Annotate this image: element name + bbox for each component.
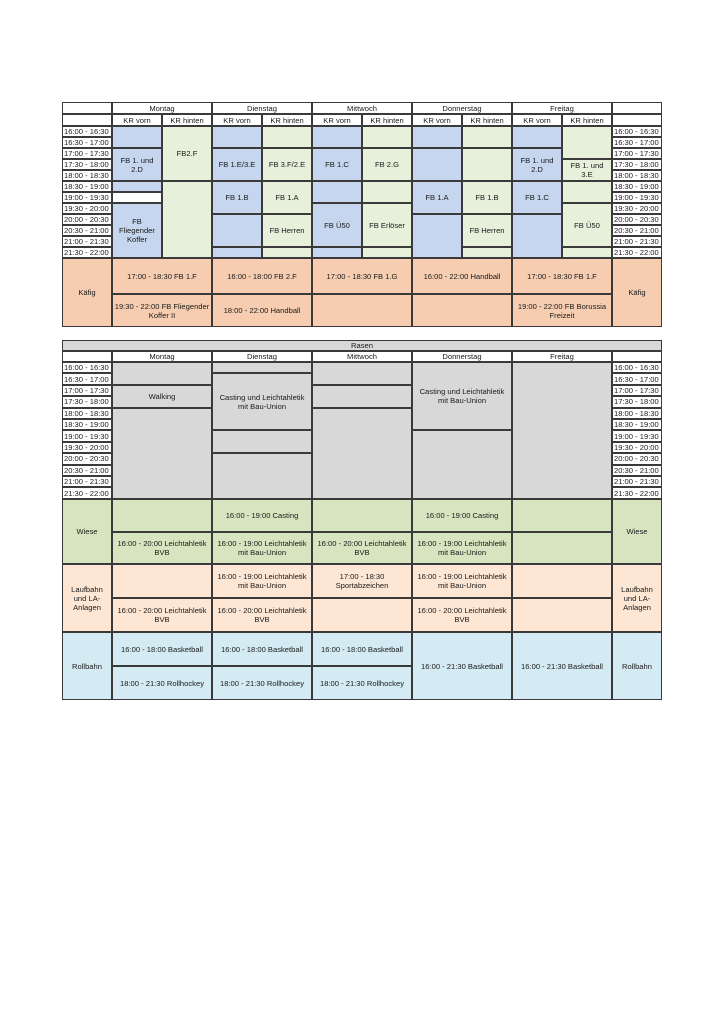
time-label: 18:30 - 19:00 (612, 181, 662, 192)
time-label: 20:00 - 20:30 (612, 453, 662, 464)
slot: FB 1.B (212, 181, 262, 214)
time-label: 18:30 - 19:00 (62, 419, 112, 430)
corner-cell (612, 114, 662, 126)
time-label: 21:30 - 22:00 (612, 487, 662, 498)
time-label: 17:00 - 17:30 (612, 385, 662, 396)
time-label: 19:30 - 20:00 (612, 442, 662, 453)
wiese-label: Wiese (612, 499, 662, 564)
slot: FB 1.A (262, 181, 312, 214)
wiese-label: Wiese (62, 499, 112, 564)
slot-empty (162, 181, 212, 258)
slot: FB Herren (462, 214, 512, 247)
slot-empty (312, 362, 412, 385)
kaefig-slot: 19:00 - 22:00 FB Borussia Freizeit (512, 294, 612, 327)
slot-empty (312, 181, 362, 203)
corner-cell (612, 102, 662, 114)
sub-header-kr-vorn: KR vorn (212, 114, 262, 126)
rollbahn-label: Rollbahn (612, 632, 662, 700)
slot: FB 1.C (312, 148, 362, 181)
time-label: 16:30 - 17:00 (612, 373, 662, 384)
time-label: 18:00 - 18:30 (62, 170, 112, 181)
slot: FB 1. und 3.E (562, 159, 612, 181)
wiese-slot-empty (512, 532, 612, 564)
slot-empty (212, 453, 312, 499)
slot-empty (362, 126, 412, 148)
corner-cell (62, 114, 112, 126)
laufbahn-slot-empty (512, 564, 612, 598)
time-label: 18:00 - 18:30 (612, 170, 662, 181)
slot: FB 1. und 2.D (512, 148, 562, 181)
slot-empty (212, 247, 262, 258)
time-label: 17:00 - 17:30 (612, 148, 662, 159)
corner-cell (62, 351, 112, 362)
slot: FB 1.B (462, 181, 512, 214)
time-label: 19:00 - 19:30 (62, 192, 112, 203)
kaefig-slot: 17:00 - 18:30 FB 1.G (312, 258, 412, 294)
time-label: 21:00 - 21:30 (612, 236, 662, 247)
sub-header-kr-vorn: KR vorn (412, 114, 462, 126)
laufbahn-slot: 17:00 - 18:30 Sportabzeichen (312, 564, 412, 598)
laufbahn-slot: 16:00 - 20:00 Leichtahletik BVB (112, 598, 212, 632)
time-label: 20:00 - 20:30 (62, 214, 112, 225)
rollbahn-slot: 18:00 - 21:30 Rollhockey (112, 666, 212, 700)
slot-empty (462, 148, 512, 181)
slot: FB Herren (262, 214, 312, 247)
day-header: Mittwoch (312, 351, 412, 362)
slot-empty (412, 214, 462, 258)
wiese-slot: 16:00 - 20:00 Leichtahletik BVB (312, 532, 412, 564)
day-header: Donnerstag (412, 351, 512, 362)
laufbahn-label: Laufbahn und LA-Anlagen (612, 564, 662, 632)
time-label: 19:00 - 19:30 (612, 192, 662, 203)
slot: FB 1. und 2.D (112, 148, 162, 181)
sub-header-kr-hinten: KR hinten (162, 114, 212, 126)
time-label: 17:30 - 18:00 (62, 396, 112, 407)
slot-empty (312, 247, 362, 258)
rollbahn-label: Rollbahn (62, 632, 112, 700)
rasen-title: Rasen (62, 340, 662, 351)
slot-empty (212, 430, 312, 453)
slot-empty (562, 126, 612, 159)
time-label: 20:30 - 21:00 (62, 465, 112, 476)
slot-empty (562, 181, 612, 203)
slot-empty (462, 126, 512, 148)
corner-cell (62, 102, 112, 114)
day-header: Montag (112, 351, 212, 362)
day-header: Mittwoch (312, 102, 412, 114)
slot-empty (562, 247, 612, 258)
kaefig-slot: 16:00 - 18:00 FB 2.F (212, 258, 312, 294)
wiese-slot-empty (312, 499, 412, 532)
time-label: 21:30 - 22:00 (62, 487, 112, 498)
slot: FB2.F (162, 126, 212, 181)
time-label: 19:00 - 19:30 (62, 430, 112, 441)
kaefig-slot: 17:00 - 18:30 FB 1.F (512, 258, 612, 294)
time-label: 18:30 - 19:00 (612, 419, 662, 430)
slot-empty (212, 214, 262, 247)
time-label: 20:30 - 21:00 (612, 465, 662, 476)
rollbahn-slot: 16:00 - 21:30 Basketball (512, 632, 612, 700)
sub-header-kr-hinten: KR hinten (562, 114, 612, 126)
slot: FB 1.C (512, 181, 562, 214)
slot: FB Ü50 (562, 203, 612, 247)
slot-empty (462, 247, 512, 258)
kaefig-slot: 19:30 - 22:00 FB Fliegender Koffer II (112, 294, 212, 327)
laufbahn-slot: 16:00 - 20:00 Leichtahletik BVB (412, 598, 512, 632)
rollbahn-slot: 18:00 - 21:30 Rollhockey (312, 666, 412, 700)
time-label: 20:00 - 20:30 (62, 453, 112, 464)
day-header: Freitag (512, 351, 612, 362)
time-label: 20:00 - 20:30 (612, 214, 662, 225)
slot: FB 1.E/3.E (212, 148, 262, 181)
slot-empty (112, 408, 212, 499)
time-label: 18:30 - 19:00 (62, 181, 112, 192)
time-label: 21:30 - 22:00 (62, 247, 112, 258)
sub-header-kr-hinten: KR hinten (362, 114, 412, 126)
laufbahn-slot: 16:00 - 19:00 Leichtahletik mit Bau-Union (212, 564, 312, 598)
time-label: 20:30 - 21:00 (612, 225, 662, 236)
rollbahn-slot: 16:00 - 18:00 Basketball (312, 632, 412, 666)
day-header: Freitag (512, 102, 612, 114)
slot: Casting und Leichtahletik mit Bau-Union (412, 362, 512, 430)
slot-empty (312, 126, 362, 148)
kaefig-label: Käfig (612, 258, 662, 327)
slot: FB 2.G (362, 148, 412, 181)
laufbahn-slot-empty (312, 598, 412, 632)
slot: FB Erlöser (362, 203, 412, 247)
rollbahn-slot: 16:00 - 18:00 Basketball (112, 632, 212, 666)
slot-empty (412, 148, 462, 181)
wiese-slot: 16:00 - 19:00 Casting (412, 499, 512, 532)
time-label: 16:30 - 17:00 (62, 137, 112, 148)
time-label: 19:30 - 20:00 (62, 442, 112, 453)
slot-empty (362, 247, 412, 258)
slot: FB Fliegender Koffer (112, 203, 162, 258)
day-header: Dienstag (212, 102, 312, 114)
time-label: 21:00 - 21:30 (612, 476, 662, 487)
laufbahn-slot: 16:00 - 20:00 Leichtahletik BVB (212, 598, 312, 632)
slot-empty (112, 126, 162, 148)
slot-empty (512, 126, 562, 148)
slot: FB 3.F/2.E (262, 148, 312, 181)
rollbahn-slot: 16:00 - 18:00 Basketball (212, 632, 312, 666)
slot-empty (112, 362, 212, 385)
time-label: 17:00 - 17:30 (62, 385, 112, 396)
rollbahn-slot: 18:00 - 21:30 Rollhockey (212, 666, 312, 700)
day-header: Dienstag (212, 351, 312, 362)
day-header: Montag (112, 102, 212, 114)
time-label: 16:00 - 16:30 (612, 362, 662, 373)
time-label: 21:30 - 22:00 (612, 247, 662, 258)
slot: Casting und Leichtahletik mit Bau-Union (212, 373, 312, 430)
time-label: 21:00 - 21:30 (62, 236, 112, 247)
day-header: Donnerstag (412, 102, 512, 114)
slot-empty (112, 192, 162, 203)
slot: FB 1.A (412, 181, 462, 214)
kaefig-slot-empty (412, 294, 512, 327)
time-label: 17:30 - 18:00 (62, 159, 112, 170)
sub-header-kr-vorn: KR vorn (312, 114, 362, 126)
sub-header-kr-vorn: KR vorn (512, 114, 562, 126)
time-label: 17:30 - 18:00 (612, 159, 662, 170)
wiese-slot-empty (112, 499, 212, 532)
time-label: 16:00 - 16:30 (612, 126, 662, 137)
wiese-slot: 16:00 - 19:00 Casting (212, 499, 312, 532)
time-label: 17:00 - 17:30 (62, 148, 112, 159)
time-label: 17:30 - 18:00 (612, 396, 662, 407)
sub-header-kr-hinten: KR hinten (262, 114, 312, 126)
slot: FB Ü50 (312, 203, 362, 247)
slot-empty (212, 362, 312, 373)
slot-empty (262, 126, 312, 148)
slot-empty (262, 247, 312, 258)
slot-empty (412, 430, 512, 498)
kaefig-slot: 16:00 - 22:00 Handball (412, 258, 512, 294)
slot-empty (412, 126, 462, 148)
kaefig-slot: 17:00 - 18:30 FB 1.F (112, 258, 212, 294)
corner-cell (612, 351, 662, 362)
time-label: 18:00 - 18:30 (612, 408, 662, 419)
slot-empty (312, 408, 412, 499)
slot-empty (112, 181, 162, 192)
time-label: 16:00 - 16:30 (62, 362, 112, 373)
time-label: 19:30 - 20:00 (62, 203, 112, 214)
slot-empty (312, 385, 412, 408)
sub-header-kr-hinten: KR hinten (462, 114, 512, 126)
wiese-slot: 16:00 - 19:00 Leichtahletik mit Bau-Union (212, 532, 312, 564)
time-label: 20:30 - 21:00 (62, 225, 112, 236)
slot-empty (362, 181, 412, 203)
time-label: 16:00 - 16:30 (62, 126, 112, 137)
time-label: 19:00 - 19:30 (612, 430, 662, 441)
time-label: 21:00 - 21:30 (62, 476, 112, 487)
slot-empty (212, 126, 262, 148)
wiese-slot: 16:00 - 19:00 Leichtahletik mit Bau-Union (412, 532, 512, 564)
rollbahn-slot: 16:00 - 21:30 Basketball (412, 632, 512, 700)
time-label: 16:30 - 17:00 (62, 373, 112, 384)
kaefig-label: Käfig (62, 258, 112, 327)
kaefig-slot-empty (312, 294, 412, 327)
wiese-slot-empty (512, 499, 612, 532)
time-label: 19:30 - 20:00 (612, 203, 662, 214)
time-label: 18:00 - 18:30 (62, 408, 112, 419)
slot-empty (512, 362, 612, 499)
kaefig-slot: 18:00 - 22:00 Handball (212, 294, 312, 327)
laufbahn-slot-empty (112, 564, 212, 598)
sub-header-kr-vorn: KR vorn (112, 114, 162, 126)
wiese-slot: 16:00 - 20:00 Leichtahletik BVB (112, 532, 212, 564)
laufbahn-label: Laufbahn und LA-Anlagen (62, 564, 112, 632)
slot-empty (512, 214, 562, 258)
time-label: 16:30 - 17:00 (612, 137, 662, 148)
laufbahn-slot-empty (512, 598, 612, 632)
laufbahn-slot: 16:00 - 19:00 Leichtahletik mit Bau-Union (412, 564, 512, 598)
slot: Walking (112, 385, 212, 408)
